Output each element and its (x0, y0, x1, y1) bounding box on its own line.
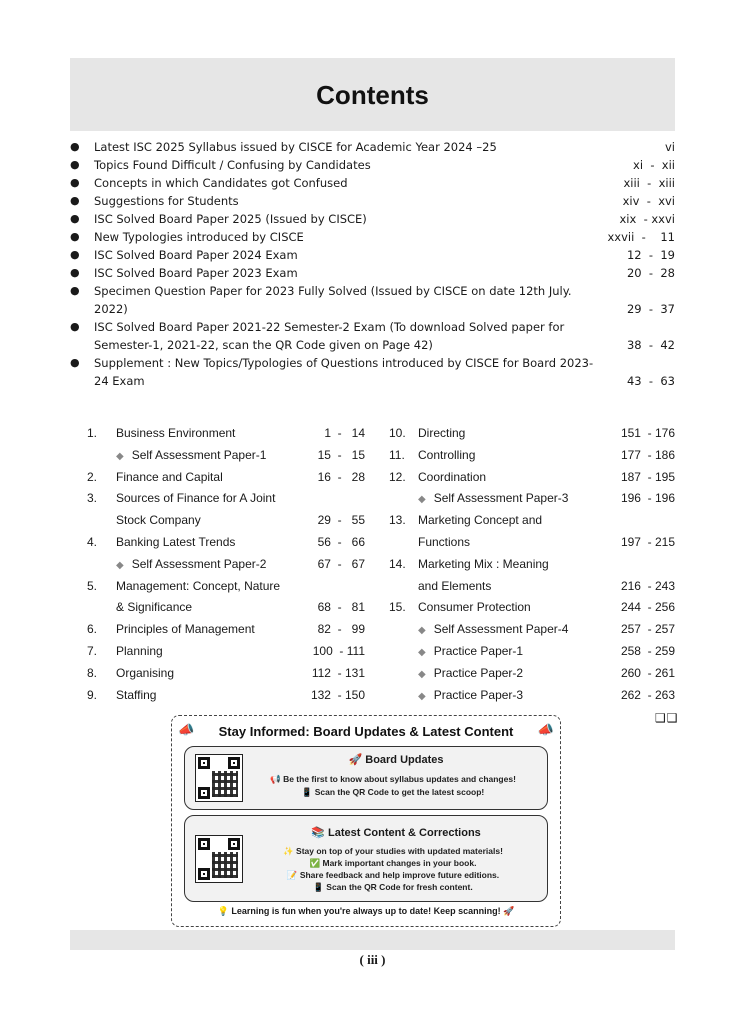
chapter-number: 10. (389, 426, 406, 440)
chapter-row (87, 597, 365, 619)
chapter-title: Marketing Mix : Meaning (418, 556, 549, 571)
phone-icon: 📱 (301, 787, 313, 797)
chapter-row (389, 663, 675, 685)
chapter-row (389, 423, 675, 445)
bullet-icon: ● (70, 284, 80, 297)
chapter-title: ◆ Self Assessment Paper-2 (116, 556, 267, 571)
bullet-icon: ● (70, 194, 80, 207)
chapter-number: 4. (87, 534, 98, 549)
front-matter-pages: xi - xii (633, 158, 675, 172)
chapter-number: 3. (87, 491, 98, 506)
chapter-pages: 132 - 150 (310, 687, 365, 702)
chapter-title: Stock Company (116, 513, 201, 528)
chapter-row (389, 532, 675, 554)
front-matter-pages: xiv - xvi (622, 194, 675, 208)
books-icon: 📚 (311, 827, 325, 839)
chapter-row (87, 576, 365, 598)
chapter-title: Functions (418, 534, 471, 549)
chapter-pages: 29 - 55 (317, 513, 365, 528)
chapter-title: Controlling (418, 447, 476, 462)
board-updates-line: 📱 Scan the QR Code to get the latest scoop! (301, 787, 485, 797)
bullet-icon: ● (70, 356, 80, 369)
chapter-number: 9. (87, 687, 98, 702)
chapter-title: ◆ Self Assessment Paper-4 (418, 622, 569, 637)
front-matter-pages: 38 - 42 (626, 338, 675, 352)
front-matter-text: ISC Solved Board Paper 2023 Exam (94, 266, 298, 280)
front-matter-text: Topics Found Difficult / Confusing by Candidates (94, 158, 371, 172)
front-matter-pages: xix - xxvi (619, 212, 675, 226)
chapter-pages: 67 - 67 (317, 556, 365, 571)
chapter-title: ◆ Self Assessment Paper-3 (418, 491, 569, 506)
chapter-pages: 244 - 256 (620, 600, 675, 615)
front-matter-text: Concepts in which Candidates got Confused (94, 176, 348, 190)
chapter-number: 6. (87, 622, 98, 637)
chapter-pages: 151 - 176 (620, 426, 675, 440)
board-updates-title: 🚀 Board Updates (348, 754, 444, 766)
chapter-pages: 257 - 257 (620, 622, 675, 637)
chapter-title: Sources of Finance for A Joint (116, 491, 276, 506)
front-matter-text: Supplement : New Topics/Typologies of Questions introduced by CISCE for Board 2023-24 Exam (94, 356, 594, 388)
chapter-title: Marketing Concept and (418, 513, 543, 528)
chapter-title: ◆ Self Assessment Paper-1 (116, 447, 267, 462)
rocket-icon: 🚀 (348, 754, 363, 766)
front-matter-text: New Typologies introduced by CISCE (94, 230, 304, 244)
chapter-number: 7. (87, 643, 98, 658)
diamond-icon: ◆ (116, 559, 124, 571)
front-matter-text: ISC Solved Board Paper 2024 Exam (94, 248, 298, 262)
chapter-row (87, 641, 365, 663)
front-matter-item (70, 228, 675, 246)
chapter-row (389, 576, 675, 598)
board-updates-line: 📢 Be the first to know about syllabus updates and changes! (270, 774, 516, 784)
diamond-icon: ◆ (418, 494, 426, 506)
latest-content-line: 📝 Share feedback and help improve future editions. (286, 870, 500, 880)
lightbulb-icon: 💡 (217, 906, 229, 916)
board-updates-panel (184, 746, 548, 810)
chapter-pages: 56 - 66 (317, 534, 365, 549)
chapter-row (87, 445, 365, 467)
front-matter-item (70, 210, 675, 228)
chapter-pages: 187 - 195 (620, 469, 675, 484)
front-matter-text: Suggestions for Students (94, 194, 239, 208)
chapter-row (389, 597, 675, 619)
chapter-title: Banking Latest Trends (116, 534, 236, 549)
megaphone-icon: 📣 (178, 722, 195, 737)
chapter-title: Finance and Capital (116, 469, 223, 484)
front-matter-pages: xiii - xiii (623, 176, 675, 190)
chapter-title: Planning (116, 643, 163, 658)
chapter-row (87, 554, 365, 576)
chapter-number: 8. (87, 665, 98, 680)
chapter-pages: 216 - 243 (620, 578, 675, 593)
rocket-icon: 🚀 (503, 906, 515, 916)
chapter-title: ◆ Practice Paper-2 (418, 665, 524, 680)
chapter-pages: 196 - 196 (620, 491, 675, 506)
front-matter-item (70, 174, 675, 192)
memo-icon: 📝 (286, 870, 298, 880)
chapter-row (87, 619, 365, 641)
chapter-row (87, 685, 365, 707)
info-box-title: Stay Informed: Board Updates & Latest Content (218, 724, 514, 739)
checkbox-icon: ✅ (309, 858, 321, 868)
diamond-icon: ◆ (116, 450, 124, 462)
phone-icon: 📱 (313, 882, 324, 892)
front-matter-item (70, 282, 675, 318)
chapter-row (389, 619, 675, 641)
chapter-number: 12. (389, 469, 406, 484)
chapter-number: 14. (389, 556, 406, 571)
chapter-row (87, 423, 365, 445)
chapter-pages: 177 - 186 (620, 447, 675, 462)
front-matter-pages: 12 - 19 (626, 248, 675, 262)
front-matter-text: ISC Solved Board Paper 2021-22 Semester-2 Exam (To download Solved paper for Semester-1, 2021-22, scan the QR Code given on Page 42) (94, 320, 565, 352)
bullet-icon: ● (70, 266, 80, 279)
chapter-pages: 258 - 259 (620, 643, 675, 658)
chapter-number: 1. (87, 426, 98, 440)
chapter-title: & Significance (116, 600, 193, 615)
chapter-title: Coordination (418, 469, 487, 484)
chapter-row (87, 488, 365, 510)
chapter-pages: 15 - 15 (317, 447, 365, 462)
latest-content-title: 📚 Latest Content & Corrections (311, 827, 481, 839)
chapter-title: Directing (418, 426, 466, 440)
megaphone-icon: 📢 (270, 774, 281, 784)
chapter-row (389, 488, 675, 510)
diamond-icon: ◆ (418, 625, 426, 637)
front-matter-item (70, 156, 675, 174)
info-box-footer: 💡 Learning is fun when you're always up to date! Keep scanning! 🚀 (217, 906, 515, 916)
front-matter-pages: 29 - 37 (626, 302, 675, 316)
front-matter-item (70, 192, 675, 210)
chapter-title: Principles of Management (116, 622, 255, 637)
diamond-icon: ◆ (418, 668, 426, 680)
chapter-row (87, 663, 365, 685)
front-matter-item (70, 138, 675, 156)
chapter-title: ◆ Practice Paper-3 (418, 687, 524, 702)
chapter-column-right (389, 423, 675, 706)
bullet-icon: ● (70, 248, 80, 261)
chapter-pages: 112 - 131 (311, 665, 365, 680)
chapter-pages: 68 - 81 (317, 600, 365, 615)
front-matter-pages: vi (664, 140, 675, 154)
chapter-pages: 100 - 111 (312, 643, 365, 658)
header-band (70, 58, 675, 131)
bullet-icon: ● (70, 158, 80, 171)
chapter-title: Staffing (116, 687, 157, 702)
chapter-row (87, 532, 365, 554)
qr-code-icon[interactable] (195, 835, 243, 883)
chapter-number: 13. (389, 513, 406, 528)
diamond-icon: ◆ (418, 690, 426, 702)
bullet-icon: ● (70, 176, 80, 189)
chapter-number: 2. (87, 469, 98, 484)
latest-content-line: ✅ Mark important changes in your book. (309, 858, 477, 868)
diamond-icon: ◆ (418, 646, 426, 658)
front-matter-text: Latest ISC 2025 Syllabus issued by CISCE for Academic Year 2024 –25 (94, 140, 497, 154)
front-matter-item (70, 246, 675, 264)
info-box (171, 715, 561, 927)
chapter-pages: 260 - 261 (620, 665, 675, 680)
front-matter-item (70, 354, 675, 390)
front-matter-list (70, 138, 675, 390)
front-matter-text: Specimen Question Paper for 2023 Fully Solved (Issued by CISCE on date 12th July. 2022) (94, 284, 572, 316)
front-matter-item (70, 318, 675, 354)
page-number: ( iii ) (359, 952, 386, 967)
chapter-pages: 262 - 263 (620, 687, 675, 702)
front-matter-pages: 20 - 28 (626, 266, 675, 280)
front-matter-pages: xxvii - 11 (607, 230, 675, 244)
chapter-number: 15. (389, 600, 406, 615)
qr-code-icon[interactable] (195, 754, 243, 802)
chapter-title: Business Environment (116, 426, 236, 440)
latest-content-line: 📱 Scan the QR Code for fresh content. (313, 882, 473, 892)
chapter-row (389, 641, 675, 663)
bullet-icon: ● (70, 140, 80, 153)
chapter-pages: 82 - 99 (317, 622, 365, 637)
bullet-icon: ● (70, 320, 80, 333)
chapter-pages: 16 - 28 (317, 469, 365, 484)
megaphone-icon: 📣 (537, 722, 554, 737)
chapter-title: Organising (116, 665, 175, 680)
front-matter-text: ISC Solved Board Paper 2025 (Issued by CISCE) (94, 212, 367, 226)
chapter-column-left (87, 423, 365, 706)
front-matter-item (70, 264, 675, 282)
chapter-row (87, 510, 365, 532)
chapter-row (389, 445, 675, 467)
chapter-title: Consumer Protection (418, 600, 531, 615)
end-marks: ❑❑ (655, 711, 679, 725)
chapter-row (389, 554, 675, 576)
latest-content-panel (184, 815, 548, 902)
chapter-pages: 197 - 215 (620, 534, 675, 549)
chapter-title: Management: Concept, Nature (116, 578, 281, 593)
chapter-title: and Elements (418, 578, 492, 593)
chapter-pages: 1 - 14 (324, 426, 365, 440)
page-title: Contents (316, 80, 429, 110)
chapter-row (389, 685, 675, 707)
chapter-number: 11. (389, 447, 405, 462)
footer-band (70, 930, 675, 950)
bullet-icon: ● (70, 230, 80, 243)
chapter-row (389, 467, 675, 489)
bullet-icon: ● (70, 212, 80, 225)
chapter-row (87, 467, 365, 489)
chapter-number: 5. (87, 578, 98, 593)
front-matter-pages: 43 - 63 (626, 374, 675, 388)
latest-content-line: ✨ Stay on top of your studies with updated materials! (283, 846, 503, 856)
chapter-title: ◆ Practice Paper-1 (418, 643, 524, 658)
sparkles-icon: ✨ (283, 846, 294, 856)
chapter-row (389, 510, 675, 532)
